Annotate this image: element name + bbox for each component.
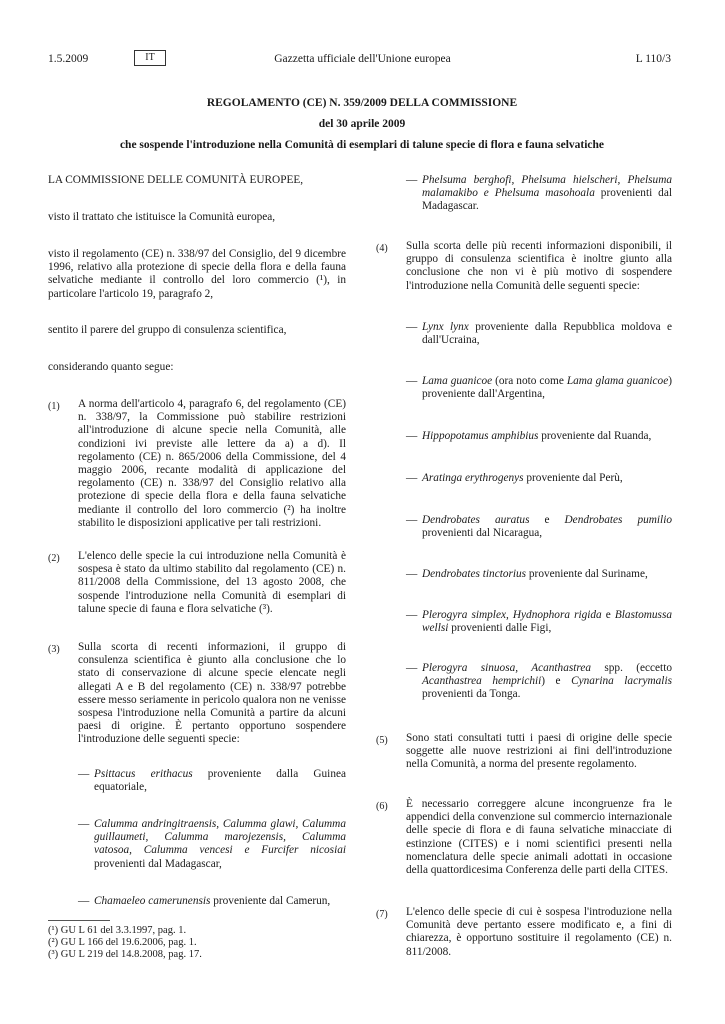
list-dash: —: [406, 321, 418, 333]
list-dash: —: [406, 514, 418, 526]
regulation-subject: che sospende l'introduzione nella Comunità di esemplari di talune specie di flora e fauna selvatiche: [119, 139, 605, 151]
list-dash: —: [78, 895, 90, 907]
recital-4: Sulla scorta delle più recenti informazioni disponibili, il gruppo di consulenza scientifica è inoltre giunto alla conclusione che non vi è più motivo di sospendere l'introduzione nella Comunità delle seguenti specie:: [406, 240, 672, 292]
list-dash: —: [406, 174, 418, 186]
recital-7: L'elenco delle specie di cui è sospesa l'introduzione nella Comunità deve pertanto essere modificato e, a fini di chiarezza, è opportuno sostituire il regolamento (CE) n. 811/2008.: [406, 906, 672, 958]
recital-number: (1): [48, 401, 60, 412]
language-badge: IT: [134, 50, 166, 66]
journal-reference: L 110/3: [635, 53, 671, 65]
species-list-item: Psittacus erithacus proveniente dalla Guinea equatoriale,: [94, 768, 346, 794]
species-list-item: Chamaeleo camerunensis proveniente dal Camerun,: [94, 895, 331, 907]
recital-6: È necessario correggere alcune incongruenze fra le appendici della convenzione sul commercio internazionale delle specie di flora e di fauna selvatiche minacciate di estinzione (CITES) e i nomi scientifici presenti nella nomenclatura delle specie animali adottati in occasione della quattordicesima Conferenza delle parti della CITES.: [406, 798, 672, 877]
species-list-item: Aratinga erythrogenys proveniente dal Perù,: [422, 472, 623, 484]
left-column: [48, 0, 346, 1024]
species-list-item: Lama guanicoe (ora noto come Lama glama guanicoe) proveniente dall'Argentina,: [422, 375, 672, 401]
species-list-item: Phelsuma berghofi, Phelsuma hielscheri, Phelsuma malamakibo e Phelsuma masohoala provenienti dal Madagascar.: [422, 174, 672, 213]
recital-2: L'elenco delle specie la cui introduzione nella Comunità è sospesa è stato da ultimo stabilito dal regolamento (CE) n. 811/2008 della Commissione, del 13 agosto 2008, che sospende l'introduzione nella Comunità di esemplari di talune specie di fauna e flora selvatiche (³).: [78, 550, 346, 615]
species-list-item: Calumma andringitraensis, Calumma glawi, Calumma guillaumeti, Calumma marojezensis, Calumma vatosoa, Calumma vencesi e Furcifer nicosiai provenienti dal Madagascar,: [94, 818, 346, 870]
species-list-item: Plerogyra simplex, Hydnophora rigida e Blastomussa wellsi provenienti dalle Figi,: [422, 609, 672, 635]
recital-number: (5): [376, 735, 388, 746]
list-dash: —: [406, 472, 418, 484]
header-date: 1.5.2009: [48, 53, 89, 65]
recital-number: (6): [376, 801, 388, 812]
list-dash: —: [78, 768, 90, 780]
preamble-visto-trattato: visto il trattato che istituisce la Comunità europea,: [48, 211, 276, 223]
preamble-commission: LA COMMISSIONE DELLE COMUNITÀ EUROPEE,: [48, 174, 304, 186]
recital-number: (4): [376, 243, 388, 254]
regulation-title: REGOLAMENTO (CE) N. 359/2009 DELLA COMMISSIONE: [206, 97, 518, 109]
footnote-2: (²) GU L 166 del 19.6.2006, pag. 1.: [48, 937, 197, 948]
list-dash: —: [406, 375, 418, 387]
journal-title: Gazzetta ufficiale dell'Unione europea: [274, 53, 451, 65]
recital-3: Sulla scorta di recenti informazioni, il gruppo di consulenza scientifica è giunto alla conclusione che lo stato di conservazione di alcune specie elencate negli allegati A e B del regolamento (CE) n. 338/97 potrebbe essere messo seriamente in pericolo qualora non ne venisse sospesa l'introduzione nella Comunità a partire da alcuni paesi di origine. È pertanto opportuno sospendere l'introduzione delle seguenti specie:: [78, 641, 346, 746]
species-list-item: Plerogyra sinuosa, Acanthastrea spp. (eccetto Acanthastrea hemprichii) e Cynarina lacrymalis provenienti da Tonga.: [422, 662, 672, 701]
list-dash: —: [406, 430, 418, 442]
list-dash: —: [406, 609, 418, 621]
species-list-item: Dendrobates auratus e Dendrobates pumilio provenienti dal Nicaragua,: [422, 514, 672, 540]
species-list-item: Lynx lynx proveniente dalla Repubblica moldova e dall'Ucraina,: [422, 321, 672, 347]
recital-number: (7): [376, 909, 388, 920]
recital-number: (3): [48, 644, 60, 655]
right-column: [376, 0, 672, 1024]
regulation-date: del 30 aprile 2009: [318, 118, 406, 130]
recital-1: A norma dell'articolo 4, paragrafo 6, del regolamento (CE) n. 338/97, la Commissione può stabilire restrizioni all'introduzione di alcune specie nella Comunità, alle condizioni ivi previste alle lettere da a) a d). Il regolamento (CE) n. 865/2006 della Commissione, del 4 maggio 2006, recante modalità di applicazione del regolamento (CE) n. 338/97 del Consiglio relativo alla protezione di specie della flora e della fauna selvatiche mediante il controllo del loro commercio (²) ha inoltre stabilito le disposizioni applicative per tali restrizioni.: [78, 398, 346, 529]
recital-number: (2): [48, 553, 60, 564]
preamble-visto-regolamento: visto il regolamento (CE) n. 338/97 del Consiglio, del 9 dicembre 1996, relativo alla protezione di specie della flora e della fauna selvatiche mediante il controllo del loro commercio (¹), in particolare l'articolo 19, paragrafo 2,: [48, 248, 346, 300]
footnote-separator: [48, 920, 110, 921]
list-dash: —: [78, 818, 90, 830]
species-list-item: Hippopotamus amphibius proveniente dal Ruanda,: [422, 430, 652, 442]
footnote-3: (³) GU L 219 del 14.8.2008, pag. 17.: [48, 949, 202, 960]
list-dash: —: [406, 568, 418, 580]
recital-5: Sono stati consultati tutti i paesi di origine delle specie soggette alle nuove restrizioni ai fini dell'introduzione nella Comunità, a norma del presente regolamento.: [406, 732, 672, 771]
preamble-sentito: sentito il parere del gruppo di consulenza scientifica,: [48, 324, 287, 336]
list-dash: —: [406, 662, 418, 674]
footnote-1: (¹) GU L 61 del 3.3.1997, pag. 1.: [48, 925, 187, 936]
preamble-considerando: considerando quanto segue:: [48, 361, 174, 373]
species-list-item: Dendrobates tinctorius proveniente dal Suriname,: [422, 568, 648, 580]
